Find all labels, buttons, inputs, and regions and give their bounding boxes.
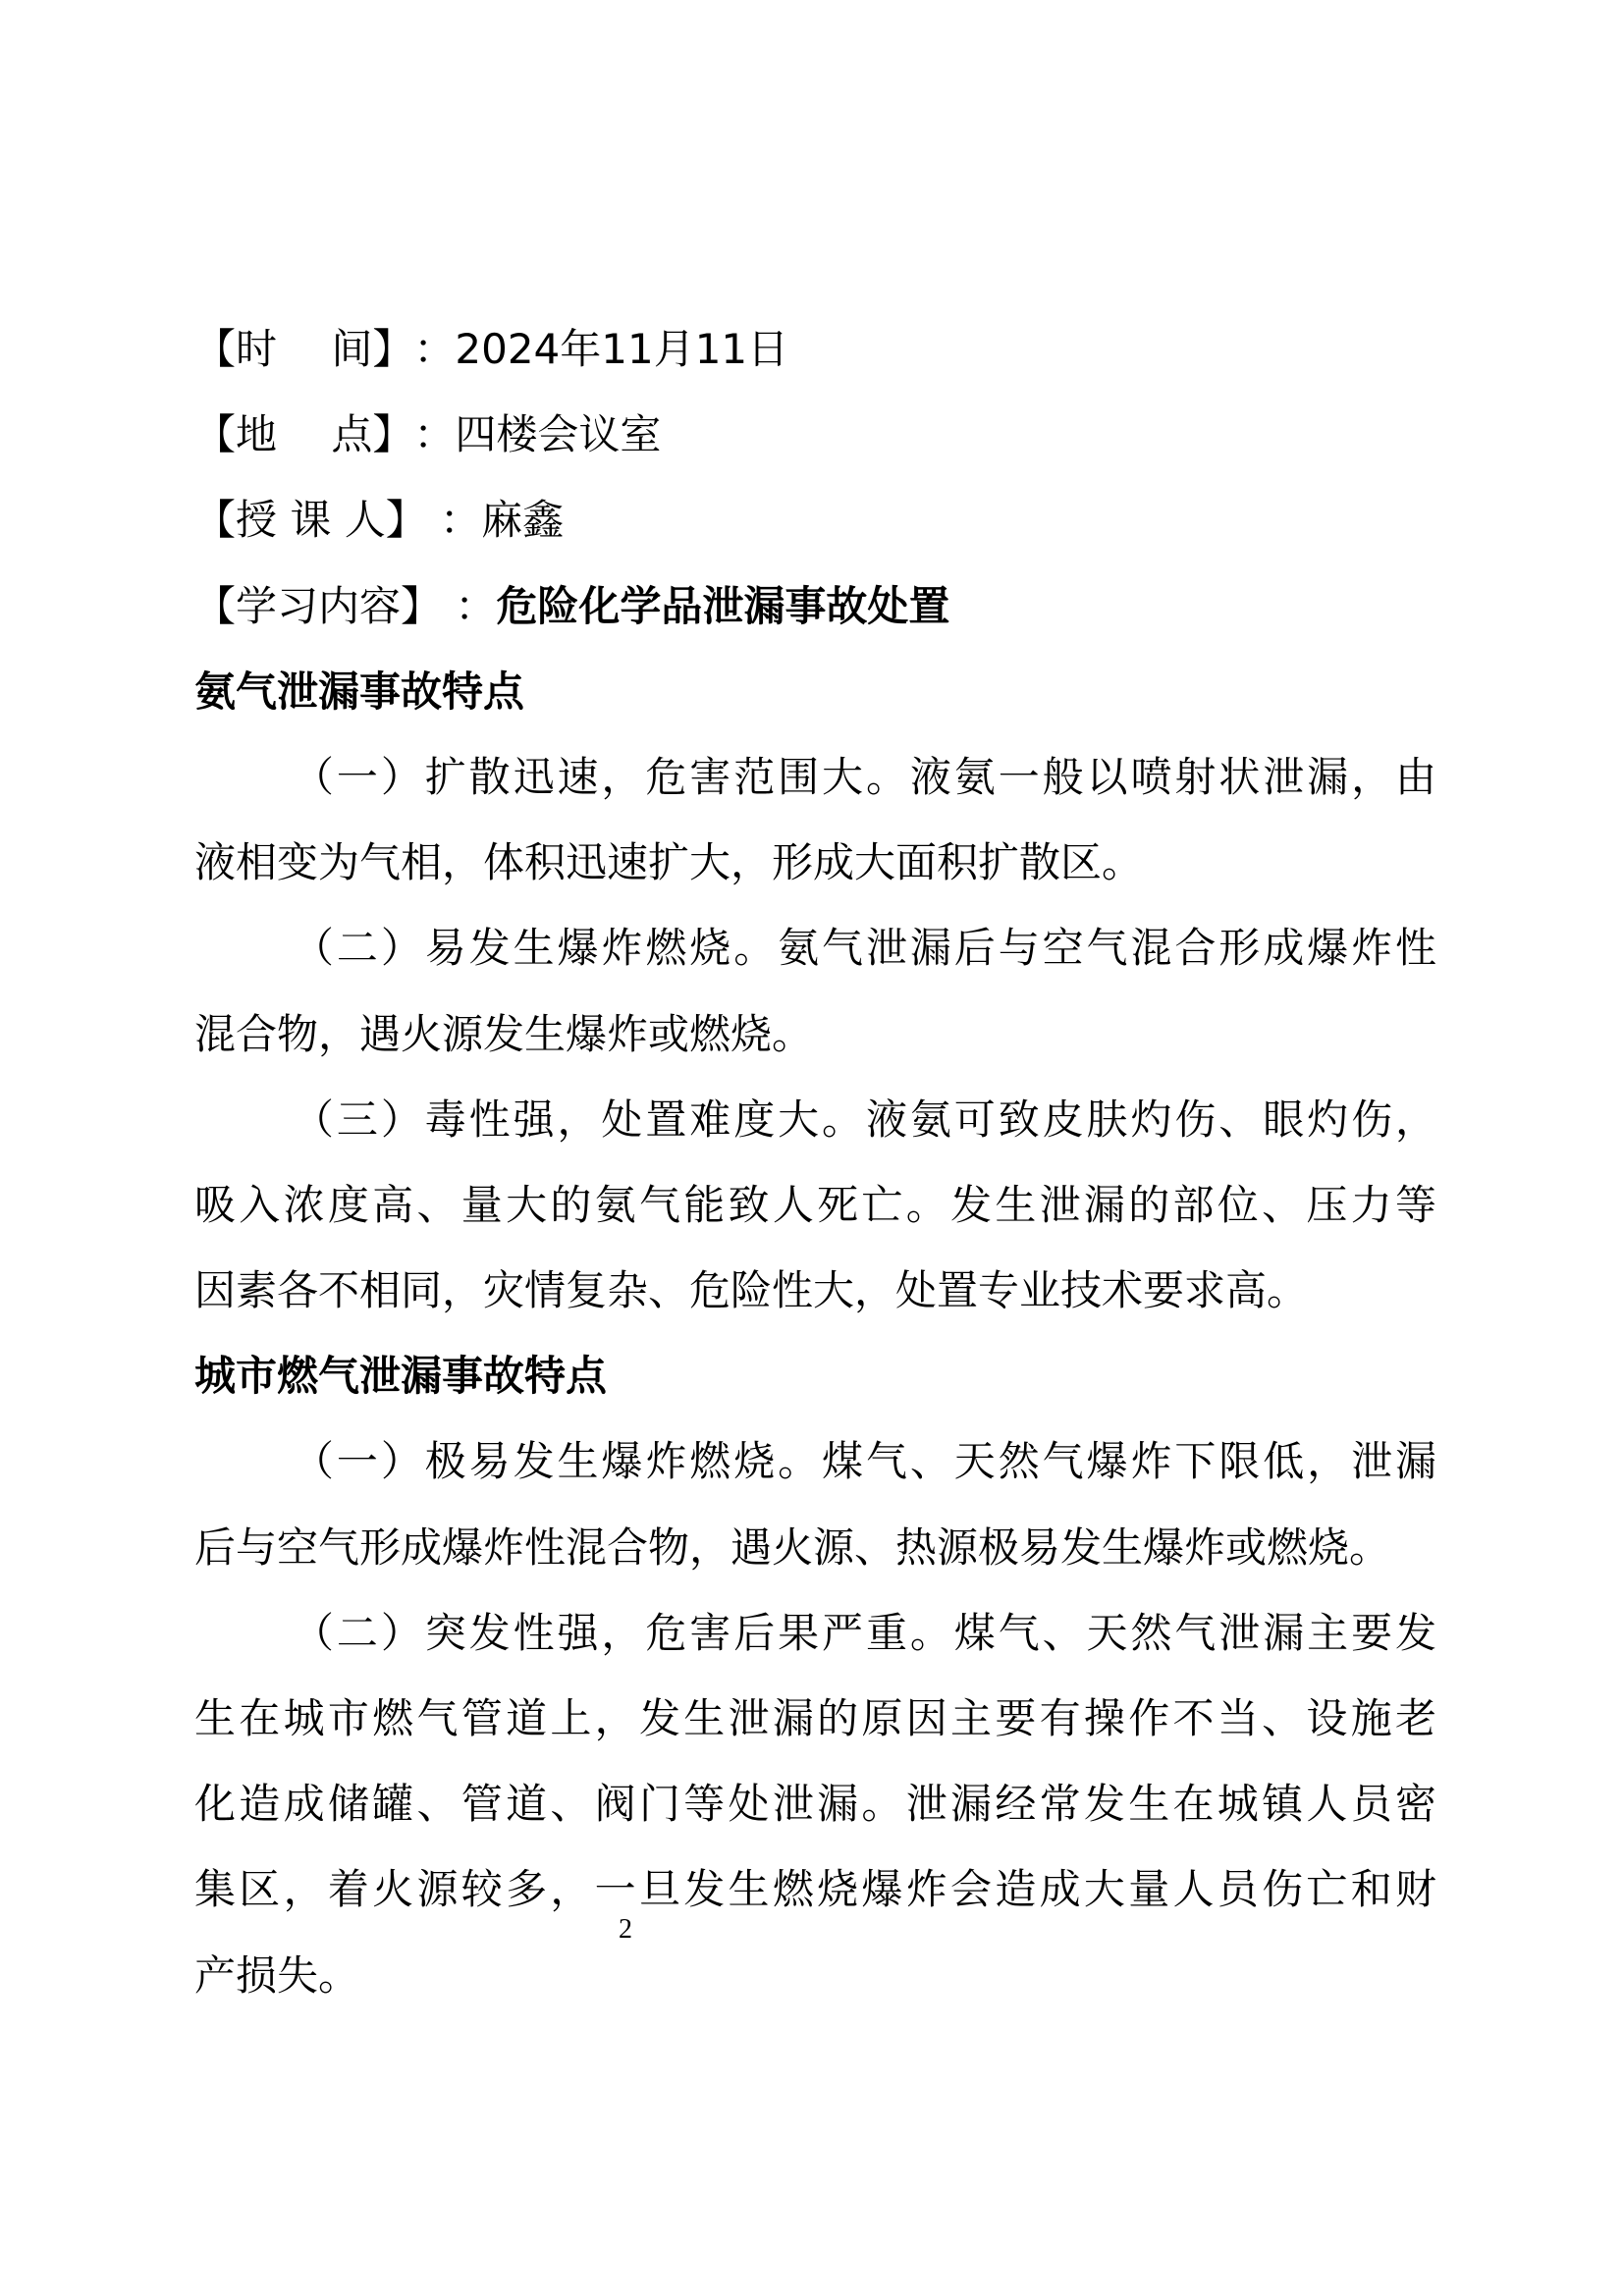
paragraph-line: 生在城市燃气管道上，发生泄漏的原因主要有操作不当、设施老 bbox=[194, 1694, 1436, 1742]
paragraph-line: 集区，着火源较多，一旦发生燃烧爆炸会造成大量人员伤亡和财 bbox=[194, 1865, 1436, 1914]
paragraph-line: （三）毒性强，处置难度大。液氨可致皮肤灼伤、眼灼伤， bbox=[293, 1095, 1436, 1144]
paragraph-line: 后与空气形成爆炸性混合物，遇火源、热源极易发生爆炸或燃烧。 bbox=[194, 1522, 1391, 1572]
paragraph-line: 液相变为气相，体积迅速扩大，形成大面积扩散区。 bbox=[194, 838, 1144, 887]
meta-label: 【授 课 人】 bbox=[194, 496, 427, 545]
meta-separator: ： bbox=[413, 325, 456, 373]
paragraph-line: 化造成储罐、管道、阀门等处泄漏。泄漏经常发生在城镇人员密 bbox=[194, 1780, 1436, 1829]
document-body bbox=[194, 306, 1436, 2018]
paragraph-line: 因素各不相同，灾情复杂、危险性大，处置专业技术要求高。 bbox=[194, 1266, 1309, 1315]
meta-value: 危险化学品泄漏事故处置 bbox=[496, 581, 950, 630]
paragraph bbox=[194, 1418, 1436, 1589]
paragraph bbox=[194, 1077, 1436, 1334]
meta-row bbox=[194, 392, 1436, 477]
paragraph-line: 吸入浓度高、量大的氨气能致人死亡。发生泄漏的部位、压力等 bbox=[194, 1180, 1436, 1229]
paragraph-line: 产损失。 bbox=[194, 1950, 360, 2000]
section-heading: 城市燃气泄漏事故特点 bbox=[194, 1352, 608, 1401]
paragraph-line: （一）扩散迅速，危害范围大。液氨一般以喷射状泄漏，由 bbox=[293, 752, 1436, 801]
meta-label: 【时 间】 bbox=[194, 325, 414, 373]
meta-label: 【学习内容】 bbox=[194, 581, 443, 630]
page-number: 2 bbox=[619, 1914, 632, 1945]
meta-row bbox=[194, 563, 1436, 649]
paragraph-line: （一）极易发生爆炸燃烧。煤气、天然气爆炸下限低，泄漏 bbox=[293, 1437, 1436, 1486]
meta-row bbox=[194, 306, 1436, 392]
paragraph bbox=[194, 1590, 1436, 2018]
meta-value: 四楼会议室 bbox=[455, 410, 662, 459]
meeting-info bbox=[194, 306, 1436, 649]
paragraph-line: 混合物，遇火源发生爆炸或燃烧。 bbox=[194, 1009, 814, 1058]
paragraph-line: （二）易发生爆炸燃烧。氨气泄漏后与空气混合形成爆炸性 bbox=[293, 924, 1436, 973]
content-sections bbox=[194, 649, 1436, 2018]
meta-value: 2024年11月11日 bbox=[455, 325, 789, 373]
meta-separator: ： bbox=[442, 581, 497, 630]
paragraph bbox=[194, 734, 1436, 905]
section-heading: 氨气泄漏事故特点 bbox=[194, 667, 525, 716]
meta-value: 麻鑫 bbox=[481, 496, 565, 545]
meta-separator: ： bbox=[413, 410, 456, 459]
meta-label: 【地 点】 bbox=[194, 410, 414, 459]
meta-row bbox=[194, 477, 1436, 562]
paragraph bbox=[194, 905, 1436, 1076]
paragraph-line: （二）突发性强，危害后果严重。煤气、天然气泄漏主要发 bbox=[293, 1608, 1436, 1657]
meta-separator: ： bbox=[426, 496, 482, 545]
